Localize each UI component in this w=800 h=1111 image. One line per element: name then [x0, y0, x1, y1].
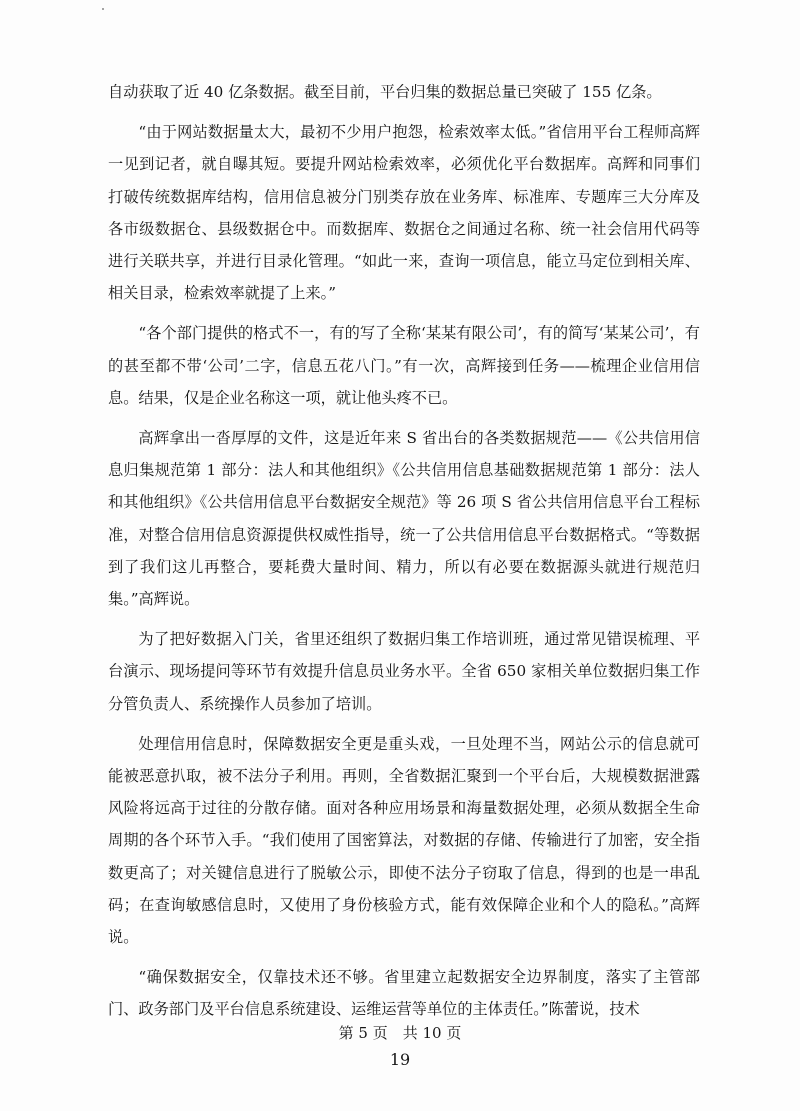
page-number: 19 [389, 1050, 411, 1069]
paragraph-3: “各个部门提供的格式不一，有的写了全称‘某某有限公司’，有的简写‘某某公司’，有的甚至都不带‘公司’二字，信息五花八门。”有一次，高辉接到任务——梳理企业信用信息。结果，仅是企业名称这一项，就让他头疼不已。 [108, 324, 700, 407]
paragraph-4: 高辉拿出一沓厚厚的文件，这是近年来 S 省出台的各类数据规范——《公共信用信息归集规范第 1 部分：法人和其他组织》《公共信用信息基础数据规范第 1 部分：法人和其他组织》《公共信用信息平台数据安全规范》等 26 项 S 省公共信用信息平台工程标准，对整合信用信息资源提供权威性指导，统一了公共信用信息平台数据格式。“等数据到了我们这儿再整合，要耗费大量时间、精力，所以有必要在数据源头就进行规范归集。”高辉说。 [108, 429, 700, 609]
scan-speck [102, 8, 104, 10]
page-indicator: 第 5 页 共 10 页 [338, 1024, 462, 1042]
paragraph-2: “由于网站数据量太大，最初不少用户抱怨，检索效率太低。”省信用平台工程师高辉一见到记者，就自曝其短。要提升网站检索效率，必须优化平台数据库。高辉和同事们打破传统数据库结构，信用信息被分门别类存放在业务库、标准库、专题库三大分库及各市级数据仓、县级数据仓中。而数据库、数据仓之间通过名称、统一社会信用代码等进行关联共享，并进行目录化管理。“如此一来，查询一项信息，能立马定位到相关库、相关目录，检索效率就提了上来。” [108, 123, 700, 303]
paragraph-6: 处理信用信息时，保障数据安全更是重头戏，一旦处理不当，网站公示的信息就可能被恶意扒取，被不法分子利用。再则，全省数据汇聚到一个平台后，大规模数据泄露风险将远高于过往的分散存储。面对各种应用场景和海量数据处理，必须从数据全生命周期的各个环节入手。“我们使用了国密算法，对数据的存储、传输进行了加密，安全指数更高了；对关键信息进行了脱敏公示，即使不法分子窃取了信息，得到的也是一串乱码；在查询敏感信息时，又使用了身份核验方式，能有效保障企业和个人的隐私。”高辉说。 [108, 734, 700, 947]
article-body [108, 76, 700, 1034]
paragraph-5: 为了把好数据入门关，省里还组织了数据归集工作培训班，通过常见错误梳理、平台演示、现场提问等环节有效提升信息员业务水平。全省 650 家相关单位数据归集工作分管负责人、系统操作人员参加了培训。 [108, 630, 700, 713]
paragraph-7: “确保数据安全，仅靠技术还不够。省里建立起数据安全边界制度，落实了主管部门、政务部门及平台信息系统建设、运维运营等单位的主体责任。”陈蕾说，技术 [108, 968, 700, 1019]
paragraph-1: 自动获取了近 40 亿条数据。截至目前，平台归集的数据总量已突破了 155 亿条。 [108, 83, 662, 101]
